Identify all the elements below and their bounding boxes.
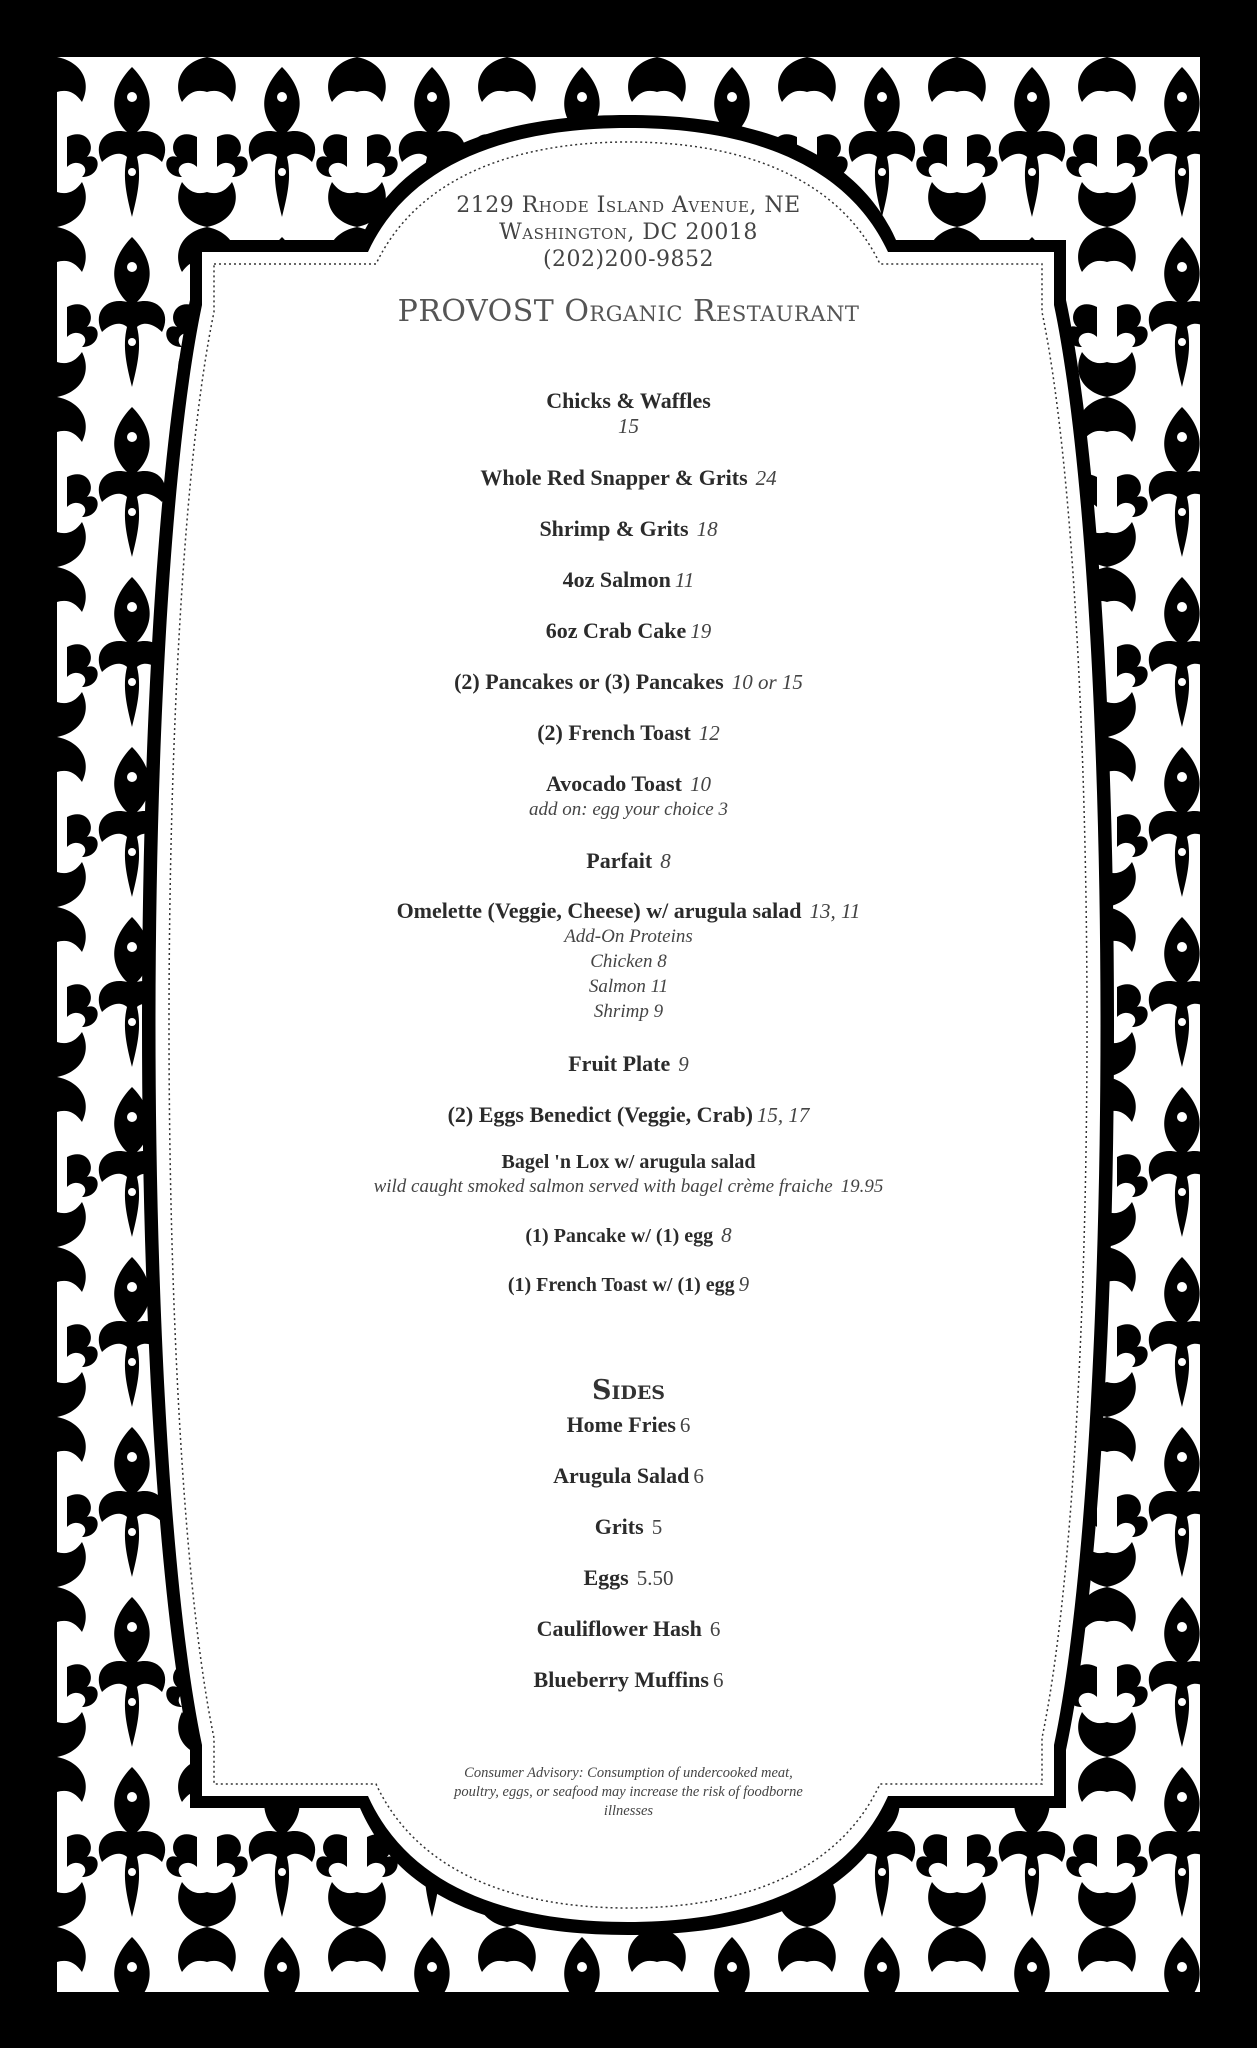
addon-shrimp: Shrimp 9 — [593, 1001, 664, 1022]
address-line-1: 2129 Rhode Island Avenue, NE — [456, 193, 801, 218]
item-name: 6oz Crab Cake — [545, 618, 687, 643]
address-line-2: Washington, DC 20018 — [499, 220, 758, 245]
menu-item — [300, 567, 957, 593]
item-name: Shrimp & Grits — [539, 516, 689, 541]
item-price: 13, 11 — [809, 899, 861, 923]
side-price: 5 — [651, 1515, 663, 1539]
addon-proteins-label: Add-On Proteins — [564, 926, 693, 947]
item-price: 8 — [660, 849, 671, 873]
item-price: 9 — [678, 1052, 689, 1076]
side-name: Cauliflower Hash — [536, 1616, 702, 1641]
item-name: Bagel 'n Lox w/ arugula salad — [501, 1151, 756, 1173]
item-name: (2) Eggs Benedict (Veggie, Crab) — [447, 1102, 753, 1127]
item-name: Parfait — [586, 848, 653, 873]
menu-item — [300, 1051, 957, 1077]
item-price: 24 — [755, 466, 777, 490]
item-name: Whole Red Snapper & Grits — [480, 465, 748, 490]
phone-number: (202)200-9852 — [542, 247, 715, 272]
item-price: 9 — [738, 1272, 750, 1296]
item-price: 18 — [696, 517, 718, 541]
side-item — [300, 1514, 957, 1540]
advisory-line-2: poultry, eggs, or seafood may increase the risk of foodborne — [454, 1784, 803, 1800]
side-name: Grits — [594, 1514, 644, 1539]
sides-heading: Sides — [591, 1375, 666, 1406]
addon-salmon: Salmon 11 — [588, 976, 669, 997]
item-name: Omelette (Veggie, Cheese) w/ arugula salad — [396, 898, 802, 923]
item-price: 12 — [698, 721, 720, 745]
menu-list — [300, 0, 957, 2048]
menu-item — [300, 669, 957, 695]
side-name: Blueberry Muffins — [533, 1667, 709, 1692]
item-price: 15, 17 — [756, 1103, 810, 1127]
item-description: wild caught smoked salmon served with bagel crème fraiche — [373, 1176, 833, 1197]
side-name: Home Fries — [566, 1412, 676, 1437]
item-name: Fruit Plate — [568, 1051, 671, 1076]
item-price: 10 or 15 — [731, 670, 803, 694]
item-name: (2) French Toast — [537, 720, 691, 745]
side-price: 6 — [679, 1413, 691, 1437]
advisory-line-3: illnesses — [603, 1803, 654, 1819]
consumer-advisory — [300, 1764, 957, 1821]
side-item — [300, 1667, 957, 1693]
menu-item — [300, 1102, 957, 1128]
side-item — [300, 1565, 957, 1591]
item-price: 11 — [674, 568, 695, 592]
menu-item — [300, 516, 957, 542]
side-name: Eggs — [583, 1565, 629, 1590]
item-price: 15 — [618, 414, 639, 438]
advisory-line-1: Consumer Advisory: Consumption of undercooked meat, — [464, 1765, 793, 1781]
menu-item — [300, 771, 957, 822]
item-name: 4oz Salmon — [562, 567, 671, 592]
item-name: (2) Pancakes or (3) Pancakes — [454, 669, 724, 694]
side-price: 6 — [693, 1464, 704, 1488]
item-name: Chicks & Waffles — [546, 388, 711, 413]
menu-item — [300, 848, 957, 874]
side-price: 6 — [712, 1668, 724, 1692]
item-addon: add on: egg your choice 3 — [529, 799, 728, 820]
side-item — [300, 1412, 957, 1438]
item-price: 19 — [690, 619, 712, 643]
item-price: 8 — [721, 1223, 732, 1247]
menu-item — [300, 465, 957, 491]
side-price: 6 — [709, 1617, 721, 1641]
menu-item — [300, 618, 957, 644]
menu-item — [300, 898, 957, 1024]
side-price: 5.50 — [636, 1566, 674, 1590]
side-name: Arugula Salad — [553, 1463, 690, 1488]
side-item — [300, 1463, 957, 1489]
menu-item — [300, 1151, 957, 1199]
menu-item — [300, 1272, 957, 1297]
item-name: Avocado Toast — [546, 771, 682, 796]
item-price: 10 — [689, 772, 711, 796]
menu-item — [300, 720, 957, 746]
item-price: 19.95 — [840, 1176, 884, 1197]
addon-chicken: Chicken 8 — [590, 951, 667, 972]
side-item — [300, 1616, 957, 1642]
menu-item — [300, 388, 957, 439]
restaurant-name: PROVOST Organic Restaurant — [397, 294, 860, 329]
item-name: (1) Pancake w/ (1) egg — [525, 1225, 714, 1247]
item-name: (1) French Toast w/ (1) egg — [507, 1274, 735, 1296]
menu-item — [300, 1223, 957, 1248]
